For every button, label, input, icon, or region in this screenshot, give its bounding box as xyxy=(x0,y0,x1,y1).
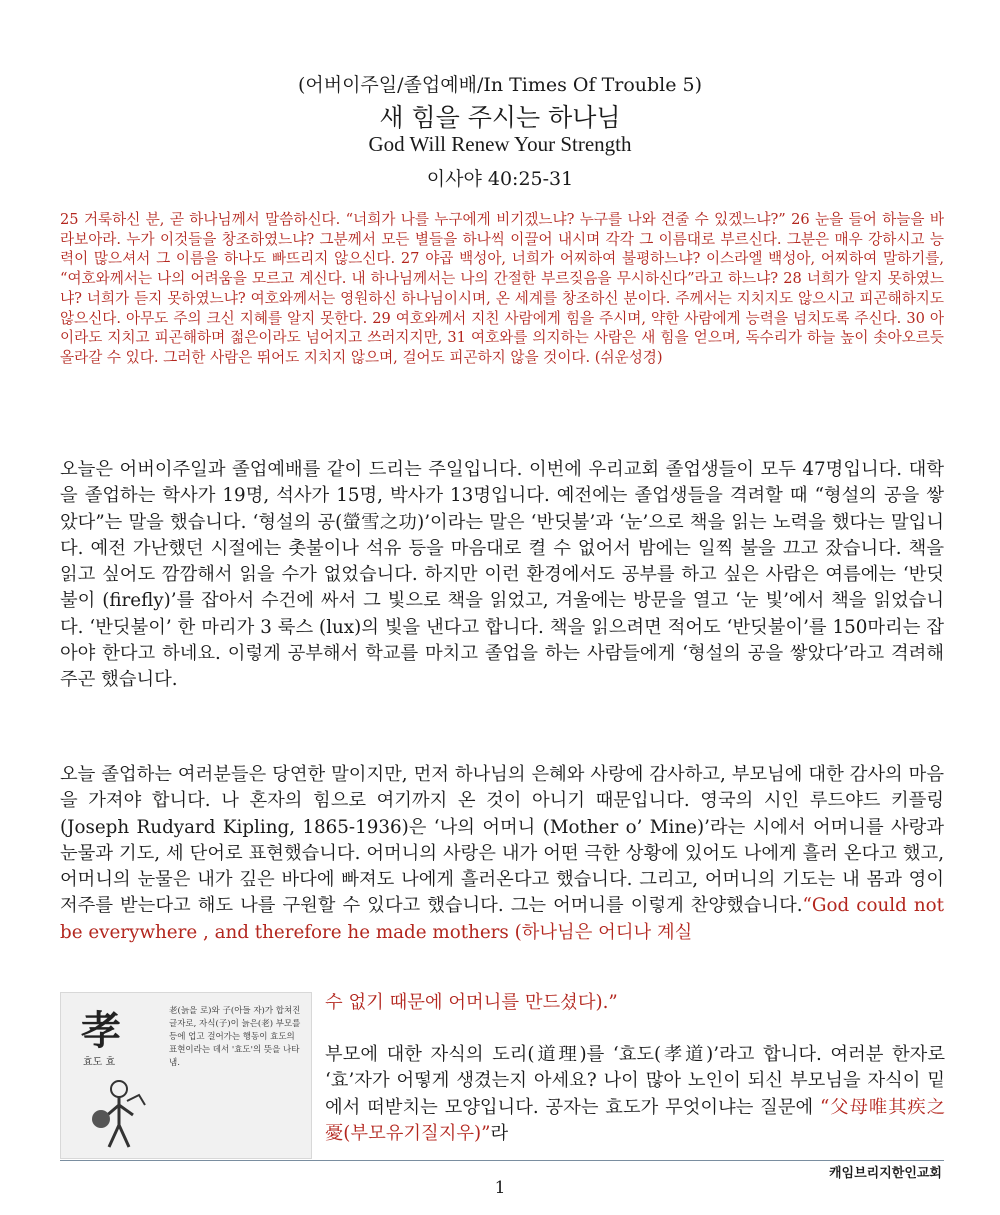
confucius-quote: “父母唯其疾之憂(부모유기질지우)” xyxy=(325,1096,945,1144)
sermon-title-korean: 새 힘을 주시는 하나님 xyxy=(379,103,621,132)
scripture-passage: 25 거룩하신 분, 곧 하나님께서 말씀하신다. “너희가 나를 누구에게 비기겠느냐? 누구를 나와 견줄 수 있겠느냐?” 26 눈을 들어 하늘을 바라보아라. 누가 이것들을 창조하였느냐? 그분께서 모든 별들을 하나씩 이끌어 내시며 각각 그 이름대로 부르신다. 그분은 매우 강하시고 능력이 많으셔서 그 이름을 하나도 빠뜨리지 않으신다. 27 야곱 백성아, 너희가 어찌하여 불평하느냐? 이스라엘 백성아, 어찌하여 말하기를, “여호와께서는 나의 어려움을 모르고 계신다. 내 하나님께서는 나의 간절한 부르짖음을 무시하신다”라고 하느냐? 28 너희가 알지 못하였느냐? 너희가 듣지 못하였느냐? 여호와께서는 영원하신 하나님이시며, 온 세계를 창조하신 분이다. 주께서는 지치지도 않으시고 피곤해하지도 않으신다. 아무도 주의 크신 지혜를 알지 못한다. 29 여호와께서 지친 사람에게 힘을 주시며, 약한 사람에게 능력을 넘치도록 주신다. 30 아이라도 지치고 피곤해하며 젊은이라도 넘어지고 쓰러지지만, 31 여호와를 의지하는 사람은 새 힘을 얻으며, 독수리가 하늘 높이 솟아오르듯 올라갈 수 있다. 그러한 사람은 뛰어도 지치지 않으며, 걸어도 피곤하지 않을 것이다. (쉬운성경) xyxy=(60,211,944,366)
body-paragraph-2 xyxy=(60,762,944,946)
page-number: 1 xyxy=(494,1178,506,1198)
kipling-quote-continued: 수 없기 때문에 어머니를 만드셨다).” xyxy=(325,992,618,1013)
paragraph-3-text: 부모에 대한 자식의 도리(道理)를 ‘효도(孝道)’라고 합니다. 여러분 한자로 ‘효’자가 어떻게 생겼는지 아세요? 나이 많아 노인이 되신 부모님을 자식이 밑에서 떠받치는 모양입니다. 공자는 효도가 무엇이냐는 질문에 xyxy=(325,1044,945,1118)
footer-divider xyxy=(60,1160,944,1161)
sermon-series-subtitle: (어버이주일/졸업예배/In Times Of Trouble 5) xyxy=(297,74,703,96)
child-carrying-parent-illustration xyxy=(79,1075,159,1155)
hyo-character-figure xyxy=(60,992,312,1159)
church-name: 캐임브리지한인교회 xyxy=(828,1166,942,1181)
paragraph-2-text: 오늘 졸업하는 여러분들은 당연한 말이지만, 먼저 하나님의 은혜와 사랑에 감사하고, 부모님에 대한 감사의 마음을 가져야 합니다. 나 혼자의 힘으로 여기까지 온 것이 아니기 때문입니다. 영국의 시인 루드야드 키플링 (Joseph Rudyard Kipling, 1865-1936)은 ‘나의 어머니 (Mother o’ Mine)’라는 시에서 어머니를 사랑과 눈물과 기도, 세 단어로 표현했습니다. 어머니의 사랑은 내가 어떤 극한 상황에 있어도 나에게 흘러 온다고 했고, 어머니의 눈물은 내가 깊은 바다에 빠져도 나에게 흘러온다고 했습니다. 그리고, 어머니의 기도는 내 몸과 영이 저주를 받는다고 해도 나를 구원할 수 있다고 했습니다. 그는 어머니를 이렇게 찬양했습니다. xyxy=(60,764,944,917)
hanja-caption: 효도 효 xyxy=(83,1057,116,1068)
body-paragraph-1: 오늘은 어버이주일과 졸업예배를 같이 드리는 주일입니다. 이번에 우리교회 졸업생들이 모두 47명입니다. 대학을 졸업하는 학사가 19명, 석사가 15명, 박사가 13명입니다. 예전에는 졸업생들을 격려할 때 “형설의 공을 쌓았다”는 말을 했습니다. ‘형설의 공(螢雪之功)’이라는 말은 ‘반딧불’과 ‘눈’으로 책을 읽는 노력을 했다는 말입니다. 예전 가난했던 시절에는 촛불이나 석유 등을 마음대로 켤 수 없어서 밤에는 일찍 불을 끄고 잤습니다. 책을 읽고 싶어도 깜깜해서 읽을 수가 없었습니다. 하지만 이런 환경에서도 공부를 하고 싶은 사람은 여름에는 ‘반딧불이 (firefly)’를 잡아서 수건에 싸서 그 빛으로 책을 읽었고, 겨울에는 방문을 열고 ‘눈 빛’에서 책을 읽었습니다. ‘반딧불이’ 한 마리가 3 룩스 (lux)의 빛을 낸다고 합니다. 책을 읽으려면 적어도 ‘반딧불이’를 150마리는 잡아야 한다고 하네요. 이렇게 공부해서 학교를 마치고 졸업을 하는 사람들에게 ‘형설의 공을 쌓았다’라고 격려해 주곤 했습니다. xyxy=(60,459,944,691)
scripture-reference: 이사야 40:25-31 xyxy=(426,168,574,190)
paragraph-3-end: 라 xyxy=(490,1122,509,1144)
kipling-quote: “God could not be everywhere , and therefore he made mothers (하나님은 어디나 계실 xyxy=(60,895,944,943)
hanja-character: 孝 xyxy=(81,1007,121,1054)
body-paragraph-3 xyxy=(325,1042,945,1147)
hanja-explanation: 老(늙을 로)와 子(아들 자)가 합쳐진 글자로, 자식(子)이 늙은(老) 부모를 등에 업고 걸어가는 행동이 효도의 표현이라는 데서 '효도'의 뜻을 나타냄. xyxy=(169,1006,301,1068)
sermon-title-english: God Will Renew Your Strength xyxy=(368,132,632,156)
